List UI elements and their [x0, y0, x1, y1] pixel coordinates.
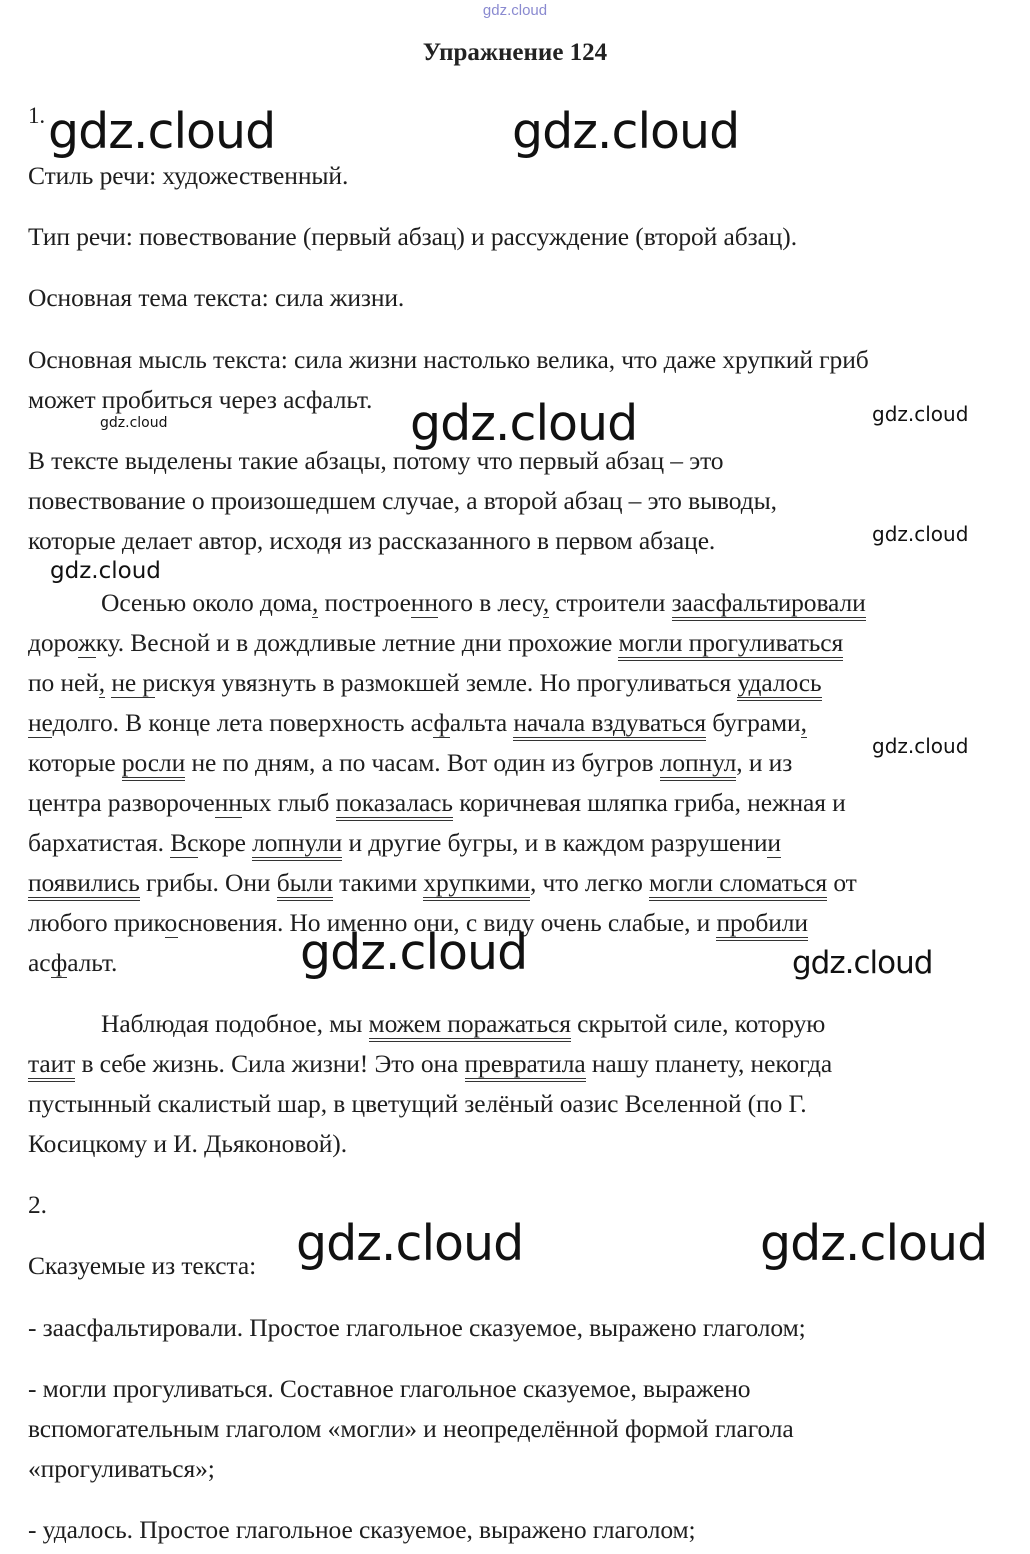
- predicate: могли прогуливаться: [618, 628, 843, 661]
- text-line: [28, 663, 866, 703]
- part2-number: 2.: [28, 1190, 47, 1219]
- text-fragment: такими: [332, 868, 424, 897]
- predicate-item-line: - заасфальтировали. Простое глагольное сказуемое, выражено глаголом;: [28, 1313, 806, 1342]
- spelling-mark: не: [28, 708, 53, 737]
- text-fragment: сновения. Но именно они, с виду очень слабые, и: [177, 908, 717, 937]
- text-fragment: буграми: [705, 708, 801, 737]
- text-line: [28, 743, 866, 783]
- text-fragment: коре: [198, 828, 253, 857]
- text-fragment: пустынный скалистый шар, в цветущий зелёный оазис Вселенной (по Г.: [28, 1089, 807, 1118]
- predicate-item-line: - удалось. Простое глагольное сказуемое, выражено глаголом;: [28, 1515, 696, 1544]
- text-fragment: альта: [449, 708, 514, 737]
- reason-line: В тексте выделены такие абзацы, потому что первый абзац – это: [28, 446, 724, 475]
- predicate: лопнул: [660, 748, 737, 781]
- part1-number-block: [28, 96, 45, 136]
- text-fragment: строители: [549, 588, 672, 617]
- text-line: [28, 863, 866, 903]
- punctuation-mark: ,: [800, 708, 807, 737]
- text-line: [28, 623, 866, 663]
- predicate: превратила: [465, 1049, 586, 1082]
- text-line: [28, 1084, 832, 1124]
- punctuation-mark: ,: [98, 668, 106, 697]
- text-fragment: доро: [28, 628, 79, 657]
- text-fragment: любого прик: [28, 908, 165, 937]
- spelling-mark: Вс: [170, 828, 199, 857]
- analysed-paragraph-2: [28, 1004, 832, 1164]
- text-fragment: долго. В конце лета поверхность ас: [52, 708, 434, 737]
- predicate-item: [28, 1369, 794, 1489]
- text-line: [28, 823, 866, 863]
- predicate-item: [28, 1308, 806, 1348]
- text-fragment: ть: [685, 668, 709, 697]
- page-title: Упражнение 124: [422, 39, 608, 66]
- reason-line: которые делает автор, исходя из рассказанного в первом абзаце.: [28, 526, 716, 555]
- text-fragment: скрытой силе, которую: [570, 1009, 826, 1038]
- text-fragment: которые: [28, 748, 122, 777]
- spelling-mark: н: [214, 788, 229, 817]
- spelling-mark: н: [424, 588, 438, 617]
- idea-line: Основная мысль текста: сила жизни настолько велика, что даже хрупкий гриб: [28, 345, 869, 374]
- spelling-mark: н: [228, 788, 242, 817]
- predicate: хрупкими: [423, 868, 530, 901]
- text-fragment: грибы. Они: [139, 868, 277, 897]
- text-fragment: центра развороче: [28, 788, 215, 817]
- predicate-item: [28, 1510, 696, 1550]
- predicates-intro: Сказуемые из текста:: [28, 1251, 257, 1280]
- punctuation-mark: ,: [542, 588, 550, 617]
- spelling-mark: ж: [78, 628, 96, 657]
- watermark: gdz.cloud: [48, 103, 276, 160]
- spelling-mark: и: [767, 828, 781, 857]
- text-fragment: Наблюдая подобное, мы: [101, 1009, 369, 1038]
- predicate: таит: [28, 1049, 75, 1082]
- watermark: gdz.cloud: [792, 945, 933, 981]
- text-fragment: и другие бугры, и в каждом разрушени: [342, 828, 768, 857]
- text-fragment: альт.: [67, 948, 118, 977]
- type-block: [28, 217, 797, 257]
- reason-block: [28, 441, 777, 561]
- style-block: [28, 156, 348, 196]
- predicate: удалось: [737, 668, 821, 701]
- part2-number-block: [28, 1185, 47, 1225]
- watermark: gdz.cloud: [410, 395, 638, 452]
- watermark: gdz.cloud: [296, 1215, 524, 1272]
- predicate: росли: [122, 748, 185, 781]
- predicate: появились: [28, 868, 140, 901]
- text-fragment: Косицкому и И. Дьяконовой).: [28, 1129, 347, 1158]
- predicate: были: [277, 868, 333, 901]
- predicate: ься: [536, 1009, 570, 1042]
- spelling-mark: ф: [433, 708, 450, 737]
- watermark: gdz.cloud: [50, 558, 161, 584]
- site-mark: gdz.cloud: [482, 2, 548, 19]
- predicate: лопнули: [252, 828, 342, 861]
- watermark: gdz.cloud: [872, 402, 969, 426]
- reason-line: повествование о произошедшем случае, а второй абзац – это выводы,: [28, 486, 777, 515]
- predicate-item-line: «прогуливаться»;: [28, 1454, 215, 1483]
- text-line: [28, 583, 866, 623]
- watermark: gdz.cloud: [300, 924, 528, 981]
- watermark: gdz.cloud: [512, 103, 740, 160]
- speech-style-line: Стиль речи: художественный.: [28, 161, 349, 190]
- text-fragment: Осенью около дома: [101, 588, 312, 617]
- watermark: gdz.cloud: [100, 415, 168, 431]
- spelling-mark: о: [164, 908, 178, 937]
- text-line: [28, 1124, 832, 1164]
- text-fragment: ого в лесу: [437, 588, 543, 617]
- part1-number: 1.: [28, 103, 46, 128]
- text-line: [28, 1044, 832, 1084]
- predicate: показалась: [336, 788, 453, 821]
- text-fragment: , и из: [736, 748, 793, 777]
- text-fragment: ся: [708, 668, 738, 697]
- text-fragment: , что легко: [529, 868, 649, 897]
- predicate: начала вздуваться: [513, 708, 706, 741]
- idea-line: может пробиться через асфальт.: [28, 385, 373, 414]
- text-fragment: не по дням, а по часам. Вот один из бугров: [185, 748, 660, 777]
- watermark: gdz.cloud: [760, 1215, 988, 1272]
- text-theme-line: Основная тема текста: сила жизни.: [28, 283, 405, 312]
- speech-type-line: Тип речи: повествование (первый абзац) и рассуждение (второй абзац).: [28, 222, 797, 251]
- theme-block: [28, 278, 404, 318]
- text-fragment: нашу планету, некогда: [585, 1049, 833, 1078]
- text-fragment: е: [399, 588, 411, 617]
- text-fragment: по ней: [28, 668, 99, 697]
- punctuation-mark: ,: [312, 588, 319, 617]
- text-line: [28, 1004, 832, 1044]
- spelling-mark: н: [410, 588, 425, 617]
- predicate-item-line: вспомогательным глаголом «могли» и неопределённой формой глагола: [28, 1414, 794, 1443]
- spelling-mark: ф: [50, 948, 68, 977]
- part2-intro-block: [28, 1246, 256, 1286]
- text-fragment: ых глыб: [241, 788, 336, 817]
- predicate: можем поражат: [369, 1009, 537, 1042]
- analysed-paragraph-1: [28, 583, 866, 983]
- text-fragment: коричневая шляпка гриба, нежная и: [452, 788, 846, 817]
- predicate: могли сломаться: [649, 868, 827, 901]
- text-fragment: бархатистая.: [28, 828, 171, 857]
- text-line: [28, 703, 866, 743]
- predicate-item-line: - могли прогуливаться. Составное глагольное сказуемое, выражено: [28, 1374, 751, 1403]
- text-fragment: искуя увязнуть в размокшей земле. Но прогулива: [155, 668, 686, 697]
- text-line: [28, 783, 866, 823]
- text-fragment: постро: [318, 588, 400, 617]
- spelling-mark: не р: [111, 668, 156, 697]
- watermark: gdz.cloud: [872, 734, 969, 758]
- watermark: gdz.cloud: [872, 522, 969, 546]
- text-fragment: от: [827, 868, 857, 897]
- text-fragment: в себе жизнь. Сила жизни! Это она: [75, 1049, 465, 1078]
- text-fragment: ку. Весной и в дождливые летние дни прохожие: [95, 628, 619, 657]
- predicate: заасфальтировали: [672, 588, 866, 621]
- predicate: пробили: [716, 908, 807, 941]
- text-fragment: ас: [28, 948, 51, 977]
